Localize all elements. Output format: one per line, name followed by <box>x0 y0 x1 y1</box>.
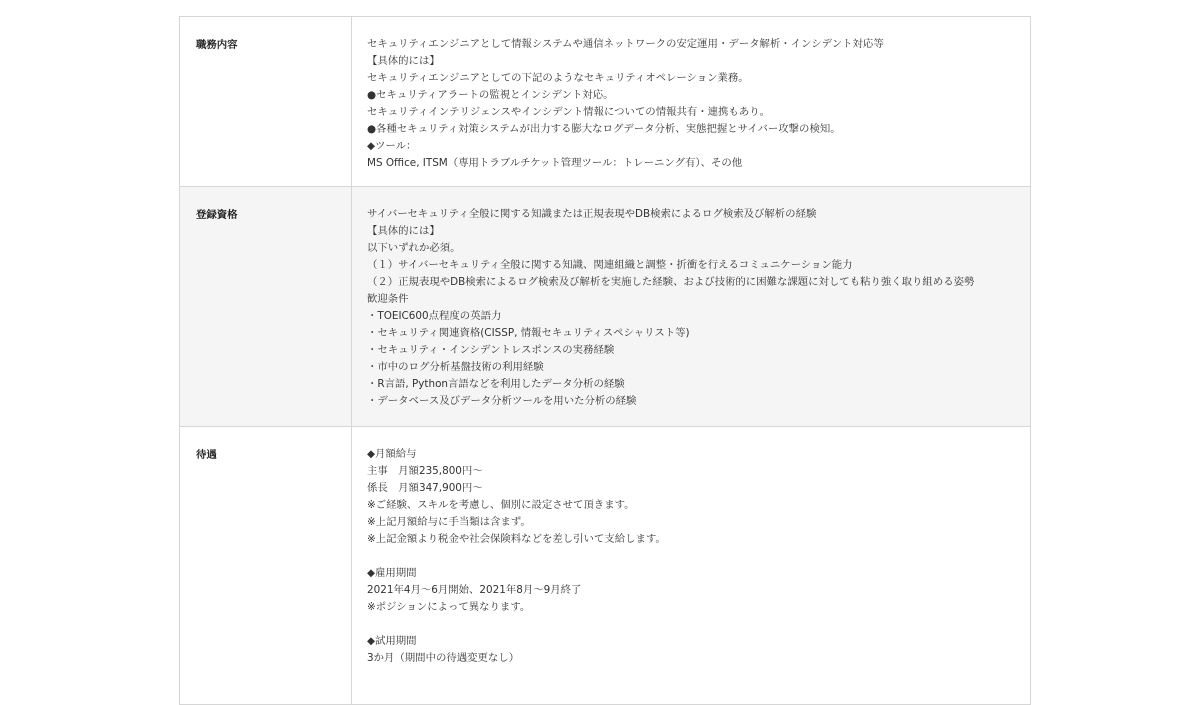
text-line: 3か月（期間中の待遇変更なし） <box>367 652 520 664</box>
text-line: ・TOEIC600点程度の英語力 <box>367 310 502 322</box>
text-line: 【具体的には】 <box>367 55 440 67</box>
blank-line <box>367 616 1030 633</box>
text-line: 主事 月額235,800円～ <box>367 465 483 477</box>
text-line: ※上記月額給与に手当類は含まず。 <box>367 516 531 528</box>
text-line: 【具体的には】 <box>367 225 440 237</box>
text-line: 以下いずれか必須。 <box>367 242 461 254</box>
text-line: ・セキュリティ・インシデントレスポンスの実務経験 <box>367 344 615 356</box>
text-line: セキュリティエンジニアとして情報システムや通信ネットワークの安定運用・データ解析・インシデント対応等 <box>367 38 884 50</box>
text-line: （２）正規表現やDB検索によるログ検索及び解析を実施した経験、および技術的に困難な課題に対しても粘り強く取り組める姿勢 <box>367 276 975 288</box>
text-line: 歓迎条件 <box>367 293 409 305</box>
row-content-duties <box>352 17 1031 187</box>
text-line: ◆試用期間 <box>367 635 417 647</box>
row-label-benefits: 待遇 <box>180 427 352 705</box>
row-content-qualifications <box>352 187 1031 427</box>
text-line: （１）サイバーセキュリティ全般に関する知識、関連組織と調整・折衝を行えるコミュニケーション能力 <box>367 259 853 271</box>
text-line: ※ポジションによって異なります。 <box>367 601 531 613</box>
text-line: ●セキュリティアラートの監視とインシデント対応。 <box>367 89 614 101</box>
table-row-qualifications <box>180 187 1031 427</box>
text-line: MS Office, ITSM（専用トラブルチケット管理ツール：トレーニング有）、その他 <box>367 157 743 169</box>
text-line: 係長 月額347,900円～ <box>367 482 483 494</box>
text-line: ・市中のログ分析基盤技術の利用経験 <box>367 361 544 373</box>
text-line: ・R言語, Python言語などを利用したデータ分析の経験 <box>367 378 625 390</box>
table-row-benefits <box>180 427 1031 705</box>
text-line: ●各種セキュリティ対策システムが出力する膨大なログデータ分析、実態把握とサイバー攻撃の検知。 <box>367 123 841 135</box>
table-row-duties <box>180 17 1031 187</box>
text-line: ◆雇用期間 <box>367 567 417 579</box>
text-line: ◆ツール： <box>367 140 417 152</box>
text-line: ・セキュリティ関連資格(CISSP, 情報セキュリティスペシャリスト等) <box>367 327 690 339</box>
text-line: ◆月額給与 <box>367 448 417 460</box>
job-details-table <box>179 16 1031 705</box>
text-line: セキュリティインテリジェンスやインシデント情報についての情報共有・連携もあり。 <box>367 106 770 118</box>
blank-line <box>367 548 1030 565</box>
text-line: ※上記金額より税金や社会保険料などを差し引いて支給します。 <box>367 533 666 545</box>
text-line: ・データベース及びデータ分析ツールを用いた分析の経験 <box>367 395 637 407</box>
row-label-qualifications: 登録資格 <box>180 187 352 427</box>
text-line: セキュリティエンジニアとしての下記のようなセキュリティオペレーション業務。 <box>367 72 749 84</box>
text-line: サイバーセキュリティ全般に関する知識または正規表現やDB検索によるログ検索及び解析の経験 <box>367 208 817 220</box>
row-content-benefits <box>352 427 1031 705</box>
row-label-duties: 職務内容 <box>180 17 352 187</box>
text-line: 2021年4月～6月開始、2021年8月～9月終了 <box>367 584 582 596</box>
text-line: ※ご経験、スキルを考慮し、個別に設定させて頂きます。 <box>367 499 635 511</box>
